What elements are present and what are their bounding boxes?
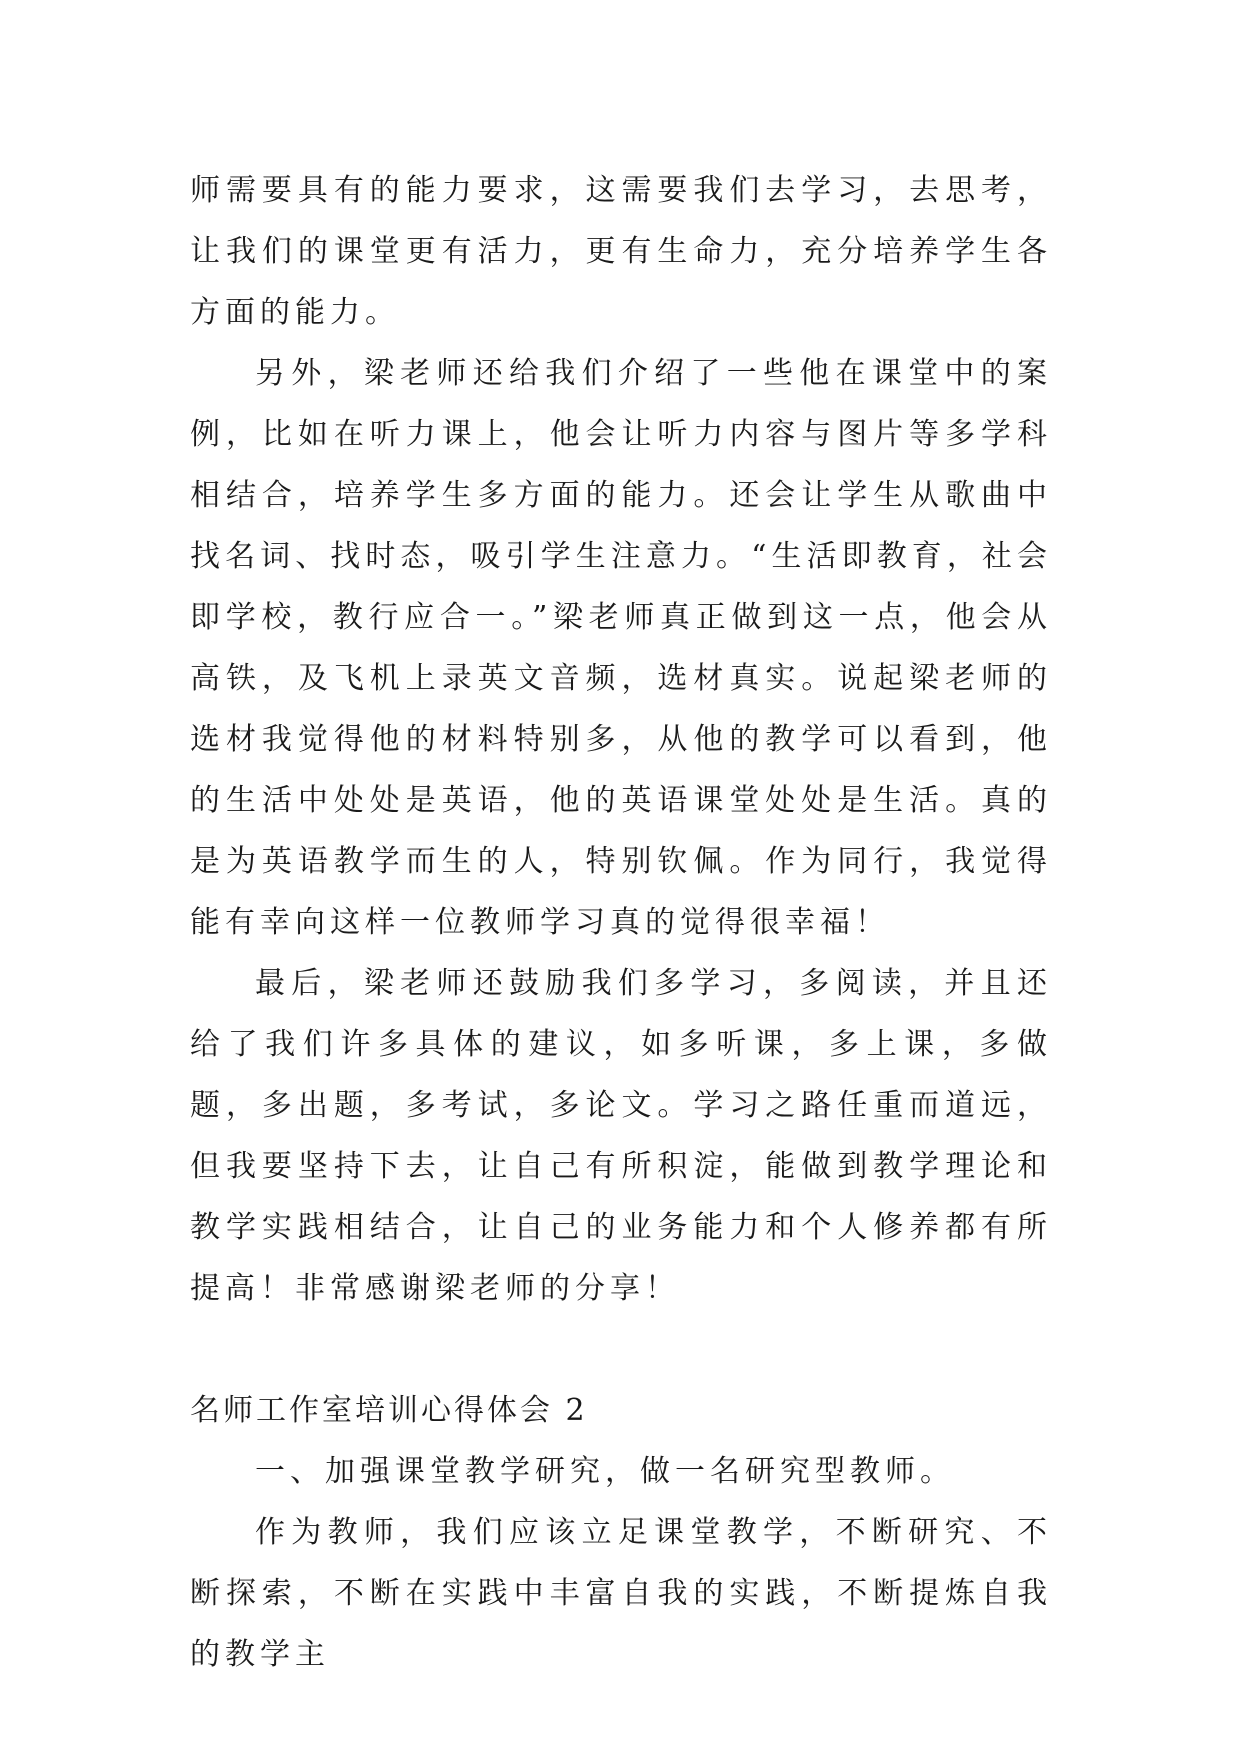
paragraph-2: 另外，梁老师还给我们介绍了一些他在课堂中的案例，比如在听力课上，他会让听力内容与图片等多学科相结合，培养学生多方面的能力。还会让学生从歌曲中找名词、找时态，吸引学生注意力。“生活即教育，社会即学校，教行应合一。”梁老师真正做到这一点，他会从高铁，及飞机上录英文音频，选材真实。说起梁老师的选材我觉得他的材料特别多，从他的教学可以看到，他的生活中处处是英语，他的英语课堂处处是生活。真的是为英语教学而生的人，特别钦佩。作为同行，我觉得能有幸向这样一位教师学习真的觉得很幸福！ xyxy=(190,356,1052,940)
paragraph-4: 一、加强课堂教学研究，做一名研究型教师。 xyxy=(255,1454,955,1489)
paragraph-5: 作为教师，我们应该立足课堂教学，不断研究、不断探索，不断在实践中丰富自我的实践，不断提炼自我的教学主 xyxy=(190,1515,1052,1672)
document-body xyxy=(190,160,1052,1685)
paragraph-3: 最后，梁老师还鼓励我们多学习，多阅读，并且还给了我们许多具体的建议，如多听课，多上课，多做题，多出题，多考试，多论文。学习之路任重而道远，但我要坚持下去，让自己有所积淀，能做到教学理论和教学实践相结合，让自己的业务能力和个人修养都有所提高！非常感谢梁老师的分享！ xyxy=(190,966,1052,1306)
section-spacer xyxy=(190,1319,1052,1380)
section-title: 名师工作室培训心得体会 2 xyxy=(190,1393,588,1428)
paragraph-1: 师需要具有的能力要求，这需要我们去学习，去思考，让我们的课堂更有活力，更有生命力，充分培养学生各方面的能力。 xyxy=(190,173,1052,330)
